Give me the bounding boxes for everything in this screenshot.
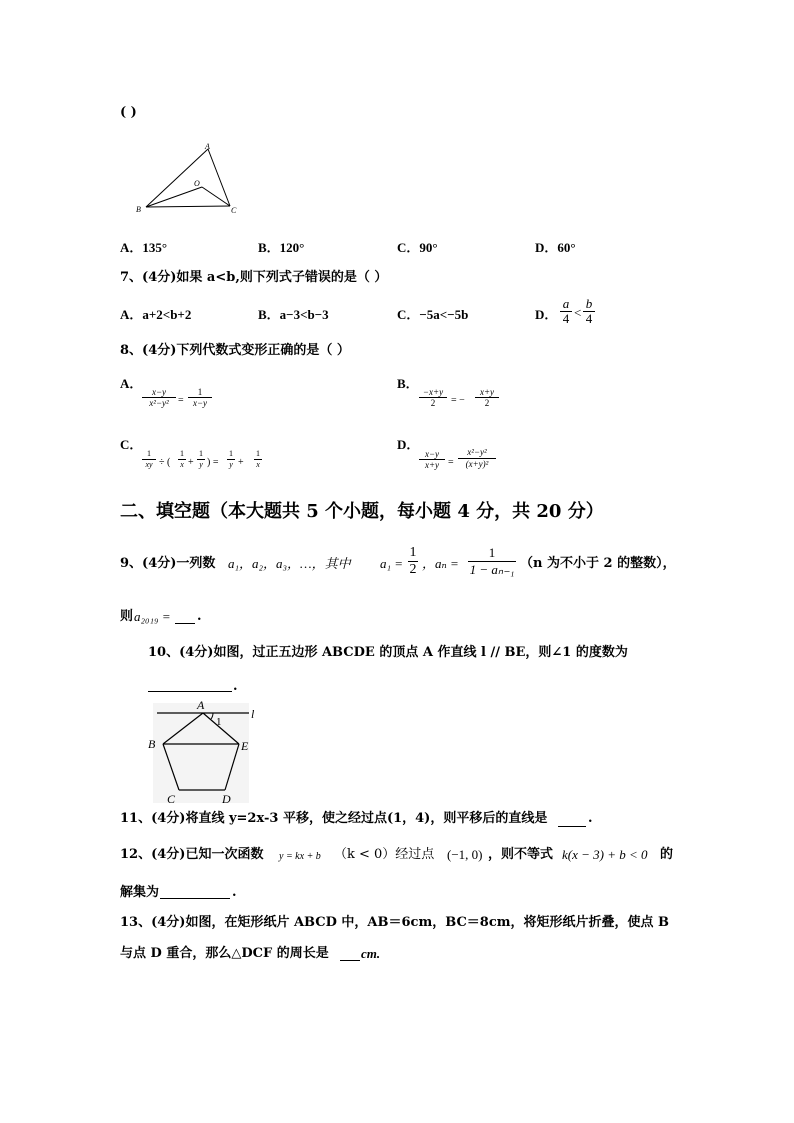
q7-fraction-b4: b 4 [583,297,595,326]
q7-less-than: < [574,305,582,320]
angle-label-1: 1 [216,716,222,728]
q9-line2-prefix: 则 [120,609,134,624]
vertex-label-c: C [231,206,237,215]
q12-mid: ，则不等式 [488,847,554,862]
q8-option-b-label: B． [397,376,419,391]
q7-fraction-a4: a 4 [560,297,572,326]
q10-answer-blank[interactable] [148,677,232,692]
q8-c-frac-4: 1 y [229,449,233,469]
q9-tail: （n 为不小于 2 的整数）， [520,556,676,571]
q12-answer-blank[interactable] [160,884,230,899]
q8-c-frac-5: 1 x [256,449,260,469]
q9-a1: a₁ = [380,556,404,571]
q8-option-a-label: A． [120,376,143,391]
pentagon-label-a: A [197,698,205,712]
q13-unit: cm. [361,946,381,961]
q8-c-plus: + [188,457,194,468]
q8-c-frac-1: 1 xy [142,449,156,470]
q12-inequality: k(x − 3) + b < 0 [562,847,648,862]
q8-d-rhs: x²−y² (x+y)² [458,447,496,470]
q8-d-eq: = [448,457,454,468]
q7-stem: 7、(4分)如果 a<b,则下列式子错误的是（ ） [120,270,388,285]
q9-sequence: a₁，a₂，a₃，…，其中 [228,556,351,571]
q12-function: y = kx + b [279,851,321,862]
q9-answer-blank[interactable] [175,609,195,624]
q13-line1: 13、(4分)如图，在矩形纸片 ABCD 中，AB＝6cm，BC＝8cm，将矩形纸片折叠，使点 B [120,915,670,930]
q8-a-lhs: x−y x²−y² [142,387,176,408]
q11-stem: 11、(4分)将直线 y=2x-3 平移，使之经过点(1，4)，则平移后的直线是 [120,811,548,826]
q12-end: . [232,885,237,900]
q8-a-rhs: 1 x−y [188,387,212,408]
q10-stem: 10、(4分)如图，过正五边形 ABCDE 的顶点 A 作直线 l // BE，则∠1 的度数为 [148,645,628,660]
q11-end: . [588,811,593,826]
q8-c-frac-3: 1 y [199,449,203,469]
q6-option-b: B．120° [258,240,305,255]
section-heading: 二、填空题（本大题共 5 个小题，每小题 4 分，共 20 分） [120,501,604,522]
q8-c-divide: ÷ ( [159,457,171,468]
vertex-label-o: O [194,179,200,188]
q9-half: 1 2 [409,545,417,577]
q7-option-b: B．a−3<b−3 [258,307,329,322]
q12-line2: 解集为 [120,885,160,900]
q8-b-lhs: −x+y 2 [419,387,447,408]
q6-option-d: D．60° [535,240,576,255]
q9-end: . [197,609,202,624]
q12-stem: 12、(4分)已知一次函数 [120,847,264,862]
q9-stem: 9、(4分)一列数 [120,556,216,571]
q7-option-a: A．a+2<b+2 [120,307,192,322]
q13-line2: 与点 D 重合，那么△DCF 的周长是 [120,946,329,961]
line-label-l: l [251,707,255,721]
q13-answer-blank[interactable] [340,946,360,961]
q8-b-eq: = − [451,395,465,406]
q8-c-close: ) = [207,457,219,468]
answer-paren: ( ) [120,105,137,120]
q7-option-d-label: D． [535,307,558,322]
q8-option-c-label: C． [120,437,143,452]
q6-option-a: A．135° [120,240,168,255]
pentagon-figure [145,697,270,807]
triangle-figure [130,140,250,220]
q9-an: ，aₙ = [422,556,459,571]
pentagon-label-b: B [148,737,156,751]
pentagon-label-e: E [241,739,249,753]
q12-condition: （k < 0）经过点 [334,847,435,862]
vertex-label-b: B [136,205,141,214]
q6-option-c: C．90° [397,240,438,255]
q11-answer-blank[interactable] [558,812,586,827]
q8-option-d-label: D． [397,437,420,452]
q12-tail: 的 [660,847,674,862]
pentagon-label-d: D [222,792,231,806]
vertex-label-a: A [205,142,210,151]
q8-c-plus-2: + [238,457,244,468]
q7-option-c: C．−5a<−5b [397,307,469,322]
q8-d-lhs: x−y x+y [419,449,445,470]
q8-b-rhs: x+y 2 [475,387,499,408]
q9-a2019: a₂₀₁₉ = [134,609,171,624]
q12-point: (−1, 0) [447,847,483,862]
pentagon-label-c: C [167,792,176,806]
q9-an-fraction: 1 1 − aₙ₋₁ [469,545,515,577]
q10-end: . [233,679,238,694]
q8-c-frac-2: 1 x [180,449,184,469]
q8-a-eq: = [178,395,184,406]
q8-stem: 8、(4分)下列代数式变形正确的是（ ） [120,343,350,358]
